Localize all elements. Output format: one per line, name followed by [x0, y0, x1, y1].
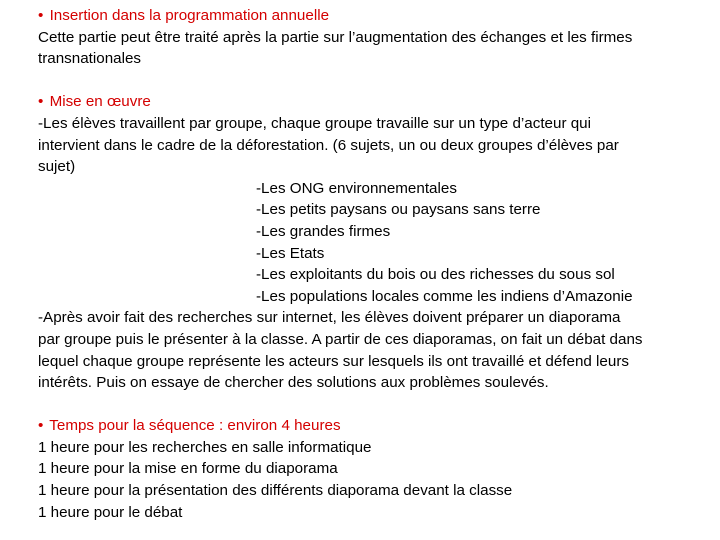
actor-list-item: -Les petits paysans ou paysans sans terre	[256, 201, 541, 219]
body-line: sujet)	[38, 158, 76, 176]
heading-text: Mise en œuvre	[49, 93, 151, 111]
actor-list-item: -Les Etats	[256, 244, 325, 262]
section-heading-temps	[38, 415, 706, 437]
body-line: par groupe puis le présenter à la classe. A partir de ces diaporamas, on fait un débat dans	[38, 330, 643, 348]
body-line: transnationales	[38, 50, 142, 68]
body-line: Cette partie peut être traité après la partie sur l’augmentation des échanges et les firmes	[38, 28, 633, 46]
actor-list-item: -Les ONG environnementales	[256, 179, 457, 197]
heading-text: Insertion dans la programmation annuelle	[49, 7, 330, 24]
body-line: intervient dans le cadre de la déforestation. (6 sujets, un ou deux groupes d’élèves par	[38, 136, 619, 154]
bullet-icon: •	[38, 7, 44, 24]
body-line: -Les élèves travaillent par groupe, chaque groupe travaille sur un type d’acteur qui	[38, 114, 591, 132]
schedule-line: 1 heure pour le débat	[38, 503, 183, 521]
document-page	[38, 5, 706, 523]
actor-list-item: -Les exploitants du bois ou des richesses du sous sol	[256, 266, 615, 284]
body-line: intérêts. Puis on essaye de chercher des solutions aux problèmes soulevés.	[38, 374, 549, 392]
spacer	[38, 394, 706, 416]
body-line: -Après avoir fait des recherches sur internet, les élèves doivent préparer un diaporama	[38, 309, 621, 327]
schedule-line: 1 heure pour la présentation des différents diaporama devant la classe	[38, 482, 513, 500]
actor-list-item: -Les grandes firmes	[256, 222, 391, 240]
section-heading-insertion	[38, 5, 706, 27]
bullet-icon: •	[38, 417, 44, 435]
spacer	[38, 70, 706, 92]
actor-list-item: -Les populations locales comme les indiens d’Amazonie	[256, 287, 633, 305]
heading-text: Temps pour la séquence : environ 4 heures	[49, 417, 341, 435]
body-line: lequel chaque groupe représente les acteurs sur lesquels ils ont travaillé et défend leurs	[38, 352, 629, 370]
bullet-icon: •	[38, 93, 44, 111]
schedule-line: 1 heure pour les recherches en salle informatique	[38, 438, 372, 456]
section-heading-mise-en-oeuvre	[38, 91, 706, 113]
schedule-line: 1 heure pour la mise en forme du diaporama	[38, 460, 338, 478]
